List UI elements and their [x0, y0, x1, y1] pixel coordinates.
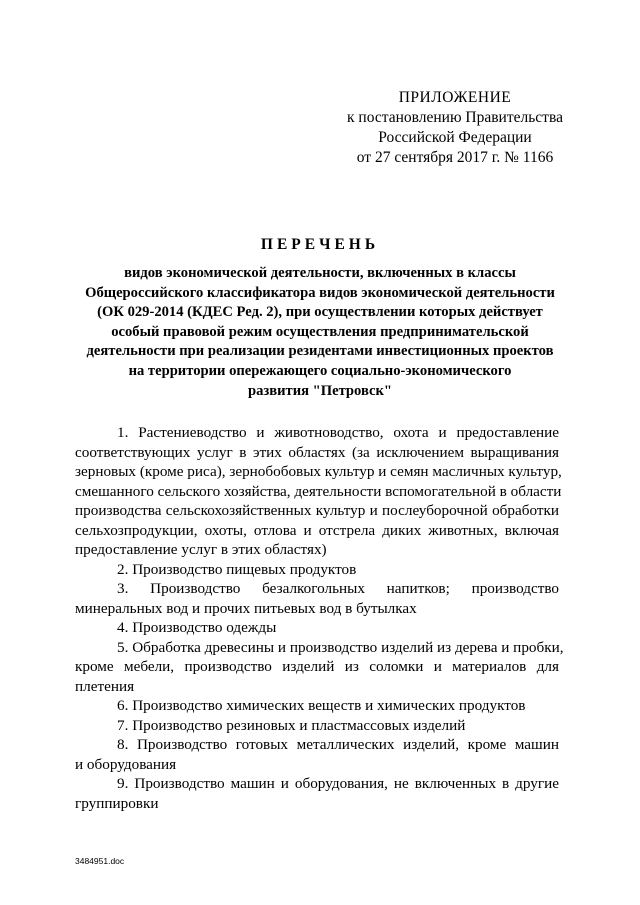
appendix-heading: ПРИЛОЖЕНИЕ: [398, 89, 512, 106]
list-item-line: 8. Производство готовых металлических изделий, кроме машин: [117, 736, 559, 753]
subtitle-line: видов экономической деятельности, включенных в классы: [124, 265, 516, 281]
document-subtitle: [66, 264, 574, 401]
list-item-line: сельхозпродукции, охоты, отлова и отстрела диких животных, включая: [75, 521, 559, 539]
list-item: [75, 716, 559, 736]
subtitle-line: деятельности при реализации резидентами инвестиционных проектов: [86, 343, 554, 360]
list-item-line: 5. Обработка древесины и производство изделий из дерева и пробки,: [117, 638, 564, 656]
list-item-line: соответствующих услуг в этих областях (за исключением выращивания: [75, 443, 559, 461]
list-item-line: 6. Производство химических веществ и химических продуктов: [117, 697, 526, 714]
appendix-block: [335, 88, 575, 168]
list-item-line: и оборудования: [75, 755, 177, 773]
list-item-line: плетения: [75, 677, 135, 695]
list-item: [75, 560, 559, 580]
list-item-line: зерновых (кроме риса), зернобобовых культур и семян масличных культур,: [75, 463, 562, 480]
list-item: [75, 618, 559, 638]
list-item: [75, 638, 564, 697]
subtitle-line: Общероссийского классификатора видов экономической деятельности: [85, 284, 555, 301]
list-item-line: производства сельскохозяйственных культур и послеуборочной обработки: [75, 502, 559, 519]
list-item-line: предоставление услуг в этих областях): [75, 541, 327, 558]
list-item: [75, 579, 559, 618]
appendix-line: к постановлению Правительства: [347, 109, 563, 126]
file-reference: 3484951.doc: [75, 856, 125, 866]
subtitle-line: (ОК 029-2014 (КДЕС Ред. 2), при осуществлении которых действует: [97, 304, 543, 321]
appendix-line: от 27 сентября 2017 г. № 1166: [356, 149, 554, 166]
subtitle-line: развития "Петровск": [247, 382, 393, 399]
list-item: [75, 735, 559, 774]
list-item-line: кроме мебели, производство изделий из соломки и материалов для: [75, 658, 559, 675]
document-title: ПЕРЕЧЕНЬ: [260, 236, 380, 253]
subtitle-line: особый правовой режим осуществления предпринимательской: [111, 323, 529, 340]
appendix-line: Российской Федерации: [378, 129, 532, 146]
list-item-line: 7. Производство резиновых и пластмассовых изделий: [117, 716, 466, 734]
list-item: [75, 423, 562, 560]
list-item: [75, 696, 559, 716]
list-item-line: 9. Производство машин и оборудования, не включенных в другие: [117, 775, 559, 792]
list-item-line: минеральных вод и прочих питьевых вод в бутылках: [75, 599, 417, 617]
list-item-line: 1. Растениеводство и животноводство, охота и предоставление: [117, 424, 559, 441]
activity-list: [75, 423, 564, 813]
list-item: [75, 774, 559, 813]
list-item-line: 3. Производство безалкогольных напитков; производство: [117, 580, 559, 597]
list-item-line: смешанного сельского хозяйства, деятельности вспомогательной в области: [75, 482, 562, 500]
list-item-line: группировки: [75, 794, 159, 812]
subtitle-line: на территории опережающего социально-экономического: [128, 362, 512, 379]
list-item-line: 4. Производство одежды: [117, 619, 277, 636]
list-item-line: 2. Производство пищевых продуктов: [117, 560, 357, 578]
